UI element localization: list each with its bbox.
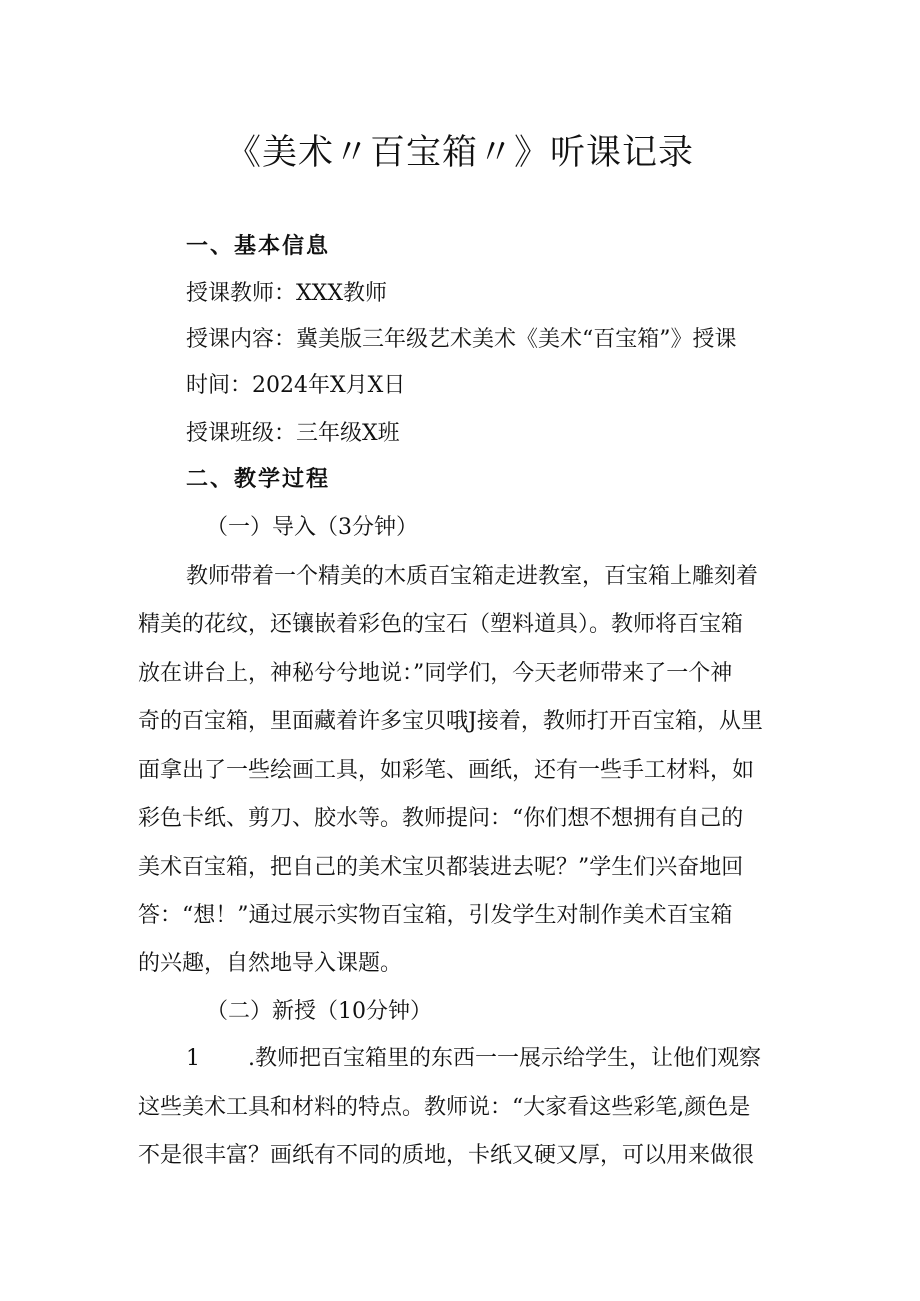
info-time: 时间：2024年X月X日 <box>186 373 406 398</box>
paragraph-line: 面拿出了一些绘画工具，如彩笔、画纸，还有一些手工材料，如 <box>138 758 755 783</box>
paragraph-line: 放在讲台上，神秘兮兮地说：”同学们，今天老师带来了一个神 <box>138 661 733 686</box>
paragraph-line: 精美的花纹，还镶嵌着彩色的宝石（塑料道具）。教师将百宝箱 <box>138 612 744 637</box>
paragraph-line: 的兴趣，自然地导入课题。 <box>138 951 403 976</box>
paragraph-line: 美术百宝箱，把自己的美术宝贝都装进去呢？”学生们兴奋地回 <box>138 855 744 880</box>
paragraph-line: 答：“想！”通过展示实物百宝箱，引发学生对制作美术百宝箱 <box>138 903 733 928</box>
info-teacher: 授课教师：XXX教师 <box>186 281 387 306</box>
section-heading-teaching-process: 二、教学过程 <box>186 467 331 492</box>
subheading-new-lesson: （二）新授（10分钟） <box>206 999 432 1024</box>
paragraph-line: .教师把百宝箱里的东西一一展示给学生，让他们观察 <box>248 1046 761 1071</box>
paragraph-line: 这些美术工具和材料的特点。教师说：“大家看这些彩笔,颜色是 <box>138 1095 751 1120</box>
paragraph-line: 彩色卡纸、剪刀、胶水等。教师提问：“你们想不想拥有自己的 <box>138 806 744 831</box>
info-class: 授课班级：三年级X班 <box>186 421 400 446</box>
paragraph-line: 教师带着一个精美的木质百宝箱走进教室，百宝箱上雕刻着 <box>186 564 759 589</box>
info-content: 授课内容：冀美版三年级艺术美术《美术“百宝箱”》授课 <box>186 327 737 352</box>
list-item-number: 1 <box>186 1046 200 1071</box>
page-title: 《美术〃百宝箱〃》听课记录 <box>225 133 694 173</box>
paragraph-line: 奇的百宝箱，里面藏着许多宝贝哦J接着，教师打开百宝箱，从里 <box>138 709 763 734</box>
section-heading-basic-info: 一、基本信息 <box>186 234 331 259</box>
subheading-introduction: （一）导入（3分钟） <box>206 515 418 540</box>
paragraph-line: 不是很丰富？画纸有不同的质地，卡纸又硬又厚，可以用来做很 <box>138 1143 755 1168</box>
